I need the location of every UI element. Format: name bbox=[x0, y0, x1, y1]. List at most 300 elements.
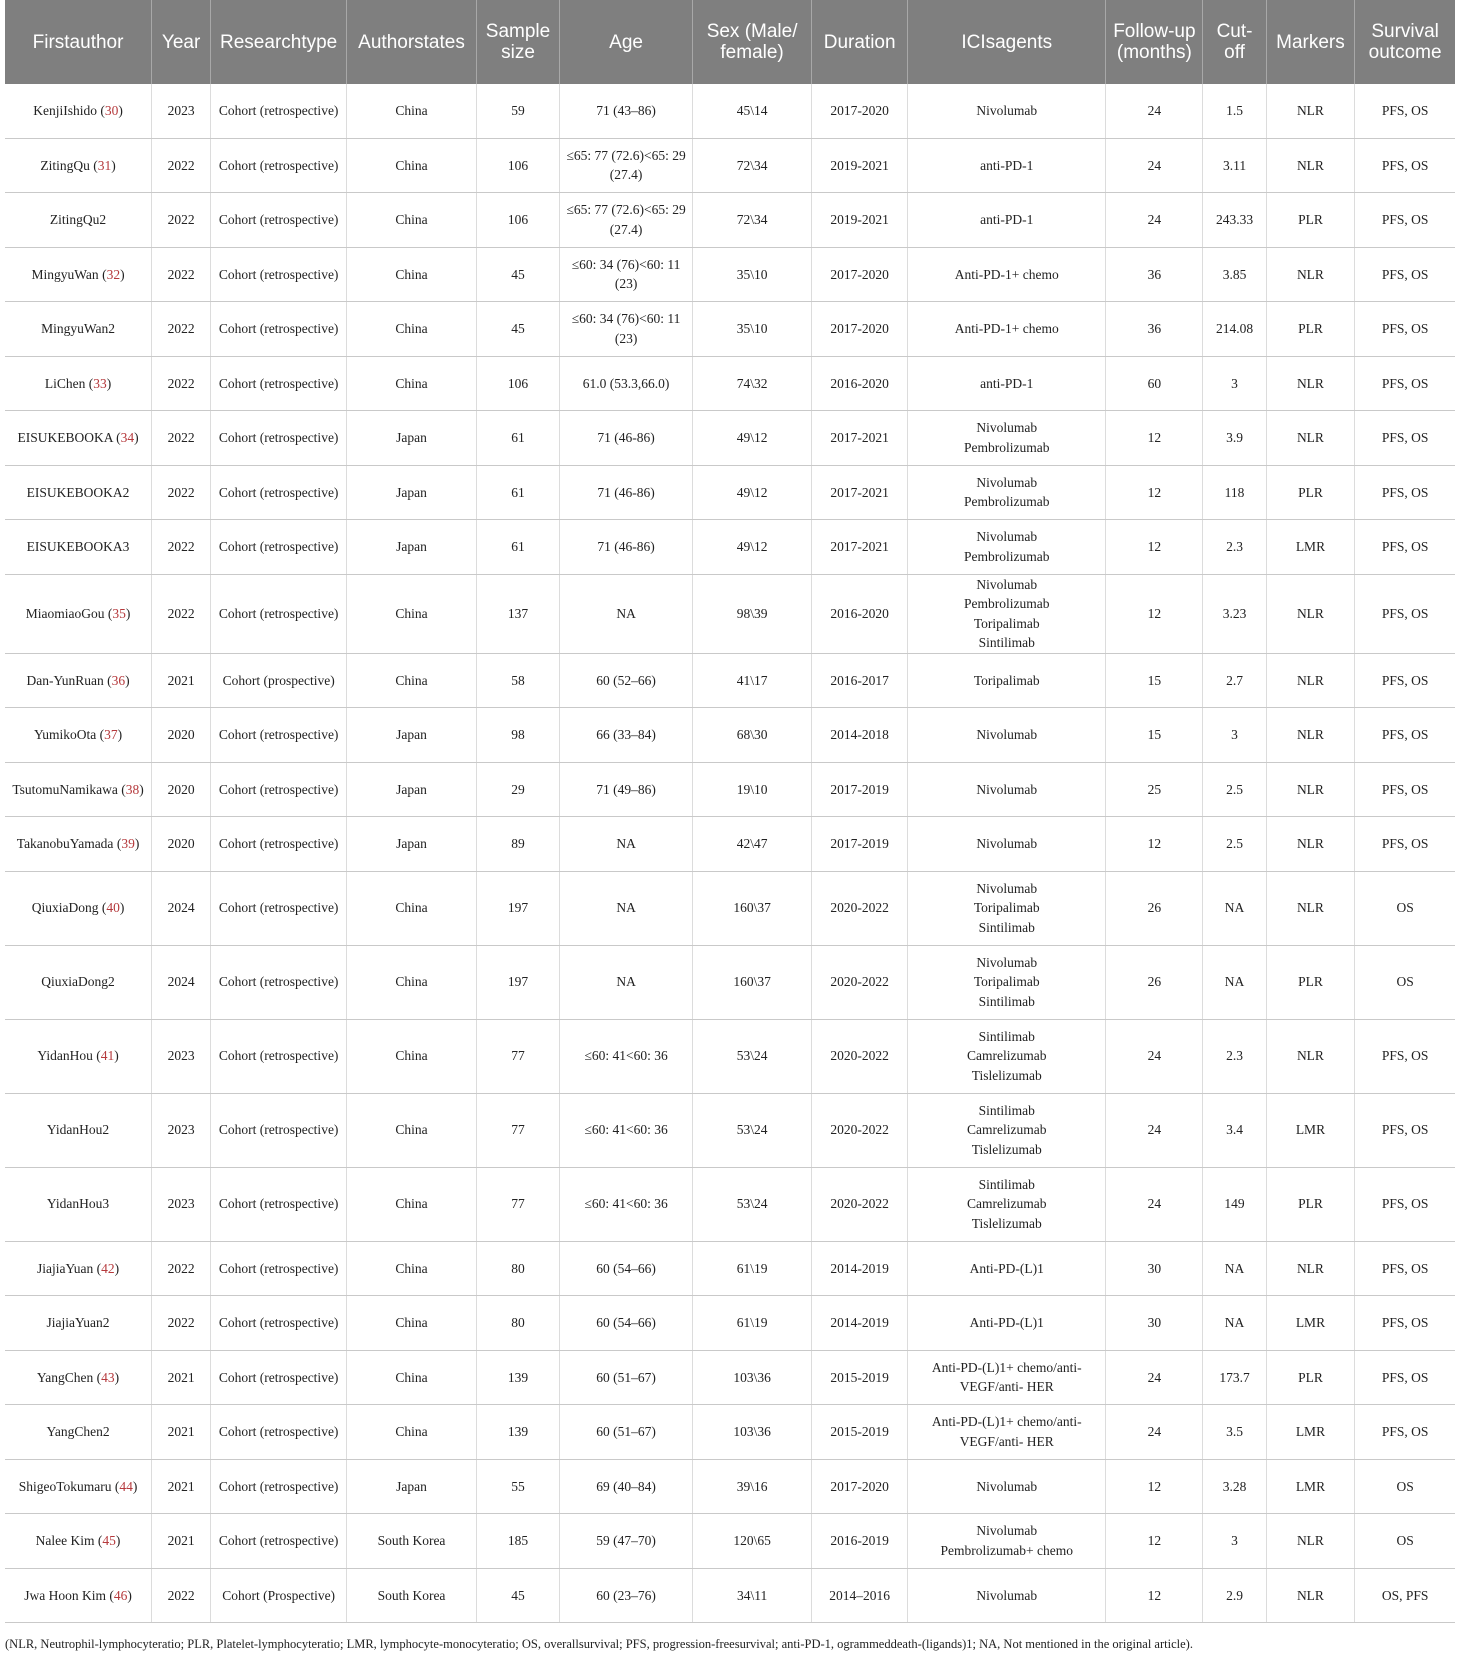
follow-up-cell: 15 bbox=[1106, 653, 1203, 708]
duration-cell: 2020-2022 bbox=[812, 1093, 908, 1167]
markers-cell: NLR bbox=[1266, 1241, 1355, 1296]
agent-name: Nivolumab bbox=[976, 576, 1038, 592]
first-author-cell: Jwa Hoon Kim (46) bbox=[5, 1568, 152, 1623]
header-sample-size: Sample size bbox=[476, 0, 559, 84]
duration-cell: 2017-2020 bbox=[812, 302, 908, 357]
survival-outcome-cell: PFS, OS bbox=[1355, 193, 1455, 248]
survival-outcome-cell: OS bbox=[1355, 1459, 1455, 1514]
author-name: ShigeoTokumaru bbox=[18, 1478, 112, 1494]
sex-cell: 74\32 bbox=[693, 356, 812, 411]
agent-name: Nivolumab bbox=[976, 727, 1038, 742]
research-type-cell: Cohort (retrospective) bbox=[211, 84, 347, 138]
sex-cell: 61\19 bbox=[693, 1296, 812, 1351]
markers-cell: NLR bbox=[1266, 708, 1355, 763]
sample-size-cell: 139 bbox=[476, 1350, 559, 1405]
year-cell: 2020 bbox=[152, 762, 211, 817]
markers-cell: NLR bbox=[1266, 138, 1355, 193]
duration-cell: 2017-2021 bbox=[812, 465, 908, 520]
header-age: Age bbox=[560, 0, 693, 84]
age-cell: 71 (46-86) bbox=[560, 520, 693, 575]
agent-name: Toripalimab bbox=[973, 974, 1040, 990]
follow-up-cell: 12 bbox=[1106, 817, 1203, 872]
cut-off-cell: 2.7 bbox=[1203, 653, 1266, 708]
year-cell: 2022 bbox=[152, 247, 211, 302]
research-type-cell: Cohort (retrospective) bbox=[211, 1167, 347, 1241]
sample-size-cell: 29 bbox=[476, 762, 559, 817]
duration-cell: 2017-2020 bbox=[812, 247, 908, 302]
author-states-cell: Japan bbox=[347, 465, 477, 520]
icis-agents-cell bbox=[908, 1459, 1106, 1514]
agent-name: Toripalimab bbox=[973, 672, 1040, 688]
table-row bbox=[5, 302, 1455, 357]
age-cell: ≤65: 77 (72.6)<65: 29 (27.4) bbox=[560, 193, 693, 248]
markers-cell: NLR bbox=[1266, 871, 1355, 945]
follow-up-cell: 26 bbox=[1106, 945, 1203, 1019]
research-type-cell: Cohort (retrospective) bbox=[211, 1405, 347, 1460]
sex-cell: 103\36 bbox=[693, 1350, 812, 1405]
year-cell: 2022 bbox=[152, 465, 211, 520]
sex-cell: 45\14 bbox=[693, 84, 812, 138]
year-cell: 2022 bbox=[152, 1296, 211, 1351]
year-cell: 2021 bbox=[152, 1350, 211, 1405]
sample-size-cell: 59 bbox=[476, 84, 559, 138]
research-type-cell: Cohort (Prospective) bbox=[211, 1568, 347, 1623]
follow-up-cell: 12 bbox=[1106, 574, 1203, 653]
reference-link[interactable]: 35 bbox=[112, 605, 126, 621]
cut-off-cell: 3.85 bbox=[1203, 247, 1266, 302]
research-type-cell: Cohort (retrospective) bbox=[211, 1241, 347, 1296]
agent-name: Nivolumab bbox=[976, 529, 1038, 545]
sample-size-cell: 45 bbox=[476, 247, 559, 302]
duration-cell: 2015-2019 bbox=[812, 1405, 908, 1460]
sex-cell: 49\12 bbox=[693, 411, 812, 466]
reference-link[interactable]: 46 bbox=[113, 1587, 128, 1603]
year-cell: 2022 bbox=[152, 1568, 211, 1623]
survival-outcome-cell: PFS, OS bbox=[1355, 574, 1455, 653]
survival-outcome-cell: PFS, OS bbox=[1355, 411, 1455, 466]
age-cell: ≤60: 41<60: 36 bbox=[560, 1167, 693, 1241]
agent-name: Toripalimab bbox=[973, 900, 1040, 916]
table-row bbox=[5, 411, 1455, 466]
agent-name: Tislelizumab bbox=[971, 1215, 1042, 1231]
reference-link[interactable]: 41 bbox=[100, 1048, 115, 1064]
year-cell: 2024 bbox=[152, 945, 211, 1019]
agent-name: Nivolumab bbox=[976, 474, 1038, 490]
author-states-cell: China bbox=[347, 302, 477, 357]
reference-link[interactable]: 42 bbox=[101, 1260, 115, 1276]
markers-cell: PLR bbox=[1266, 1350, 1355, 1405]
agent-name: Nivolumab bbox=[976, 103, 1038, 118]
age-cell: ≤60: 34 (76)<60: 11 (23) bbox=[560, 247, 693, 302]
reference-link[interactable]: 34 bbox=[120, 430, 135, 445]
first-author-cell: KenjiIshido (30) bbox=[5, 84, 152, 138]
table-row bbox=[5, 1019, 1455, 1093]
sample-size-cell: 106 bbox=[476, 138, 559, 193]
sex-cell: 49\12 bbox=[693, 465, 812, 520]
sex-cell: 68\30 bbox=[693, 708, 812, 763]
header-first-author: Firstauthor bbox=[5, 0, 152, 84]
survival-outcome-cell: OS bbox=[1355, 1514, 1455, 1569]
table-row bbox=[5, 465, 1455, 520]
agent-name: Sintilimab bbox=[978, 919, 1035, 935]
agent-name: Tislelizumab bbox=[971, 1141, 1042, 1157]
author-name: JiajiaYuan2 bbox=[46, 1315, 110, 1330]
follow-up-cell: 36 bbox=[1106, 247, 1203, 302]
age-cell: ≤60: 41<60: 36 bbox=[560, 1093, 693, 1167]
icis-agents-cell bbox=[908, 1093, 1106, 1167]
cut-off-cell: 3.11 bbox=[1203, 138, 1266, 193]
agent-name: Anti-PD-1+ chemo bbox=[954, 266, 1059, 282]
author-states-cell: China bbox=[347, 653, 477, 708]
cut-off-cell: NA bbox=[1203, 1296, 1266, 1351]
author-states-cell: China bbox=[347, 193, 477, 248]
markers-cell: NLR bbox=[1266, 762, 1355, 817]
cut-off-cell: NA bbox=[1203, 871, 1266, 945]
sample-size-cell: 197 bbox=[476, 945, 559, 1019]
author-name: ZitingQu2 bbox=[49, 212, 107, 227]
header-sex: Sex (Male/ female) bbox=[693, 0, 812, 84]
agent-name: Sintilimab bbox=[978, 1102, 1035, 1118]
research-type-cell: Cohort (retrospective) bbox=[211, 708, 347, 763]
sex-cell: 39\16 bbox=[693, 1459, 812, 1514]
table-container bbox=[5, 0, 1455, 1623]
agent-name: Nivolumab bbox=[976, 1478, 1038, 1494]
follow-up-cell: 24 bbox=[1106, 193, 1203, 248]
sample-size-cell: 98 bbox=[476, 708, 559, 763]
icis-agents-cell bbox=[908, 356, 1106, 411]
sample-size-cell: 137 bbox=[476, 574, 559, 653]
year-cell: 2022 bbox=[152, 574, 211, 653]
follow-up-cell: 15 bbox=[1106, 708, 1203, 763]
author-name: Jwa Hoon Kim bbox=[24, 1587, 106, 1603]
table-row bbox=[5, 1167, 1455, 1241]
agent-name: anti-PD-1 bbox=[980, 157, 1034, 173]
table-row bbox=[5, 1514, 1455, 1569]
reference-link[interactable]: 39 bbox=[121, 836, 135, 851]
research-type-cell: Cohort (retrospective) bbox=[211, 411, 347, 466]
reference-link[interactable]: 33 bbox=[93, 375, 107, 391]
agent-name: Sintilimab bbox=[978, 1176, 1035, 1192]
survival-outcome-cell: PFS, OS bbox=[1355, 653, 1455, 708]
reference-link[interactable]: 30 bbox=[104, 103, 119, 118]
table-row bbox=[5, 871, 1455, 945]
agent-name: Nivolumab bbox=[976, 781, 1038, 797]
year-cell: 2023 bbox=[152, 84, 211, 138]
age-cell: 60 (51–67) bbox=[560, 1350, 693, 1405]
cut-off-cell: 2.3 bbox=[1203, 1019, 1266, 1093]
header-survival-outcome: Survival outcome bbox=[1355, 0, 1455, 84]
author-name: KenjiIshido bbox=[33, 103, 97, 118]
follow-up-cell: 24 bbox=[1106, 1019, 1203, 1093]
author-states-cell: China bbox=[347, 871, 477, 945]
follow-up-cell: 12 bbox=[1106, 411, 1203, 466]
author-name: ZitingQu bbox=[40, 157, 90, 173]
author-states-cell: Japan bbox=[347, 411, 477, 466]
table-row bbox=[5, 708, 1455, 763]
icis-agents-cell bbox=[908, 817, 1106, 872]
sex-cell: 98\39 bbox=[693, 574, 812, 653]
reference-link[interactable]: 32 bbox=[106, 266, 121, 282]
icis-agents-cell bbox=[908, 193, 1106, 248]
duration-cell: 2020-2022 bbox=[812, 871, 908, 945]
survival-outcome-cell: PFS, OS bbox=[1355, 817, 1455, 872]
author-states-cell: South Korea bbox=[347, 1514, 477, 1569]
follow-up-cell: 26 bbox=[1106, 871, 1203, 945]
follow-up-cell: 12 bbox=[1106, 1568, 1203, 1623]
follow-up-cell: 12 bbox=[1106, 1459, 1203, 1514]
first-author-cell: MingyuWan (32) bbox=[5, 247, 152, 302]
reference-link[interactable]: 38 bbox=[125, 781, 140, 797]
follow-up-cell: 24 bbox=[1106, 1093, 1203, 1167]
duration-cell: 2016-2017 bbox=[812, 653, 908, 708]
survival-outcome-cell: PFS, OS bbox=[1355, 465, 1455, 520]
sample-size-cell: 197 bbox=[476, 871, 559, 945]
sample-size-cell: 58 bbox=[476, 653, 559, 708]
follow-up-cell: 30 bbox=[1106, 1241, 1203, 1296]
research-type-cell: Cohort (retrospective) bbox=[211, 574, 347, 653]
year-cell: 2022 bbox=[152, 411, 211, 466]
author-states-cell: China bbox=[347, 945, 477, 1019]
duration-cell: 2020-2022 bbox=[812, 945, 908, 1019]
age-cell: 60 (52–66) bbox=[560, 653, 693, 708]
age-cell: ≤60: 34 (76)<60: 11 (23) bbox=[560, 302, 693, 357]
research-type-cell: Cohort (retrospective) bbox=[211, 945, 347, 1019]
research-type-cell: Cohort (retrospective) bbox=[211, 762, 347, 817]
table-header bbox=[5, 0, 1455, 84]
research-type-cell: Cohort (retrospective) bbox=[211, 817, 347, 872]
sex-cell: 34\11 bbox=[693, 1568, 812, 1623]
duration-cell: 2017-2019 bbox=[812, 817, 908, 872]
author-states-cell: China bbox=[347, 1167, 477, 1241]
duration-cell: 2014-2019 bbox=[812, 1296, 908, 1351]
sample-size-cell: 61 bbox=[476, 411, 559, 466]
age-cell: NA bbox=[560, 574, 693, 653]
sex-cell: 53\24 bbox=[693, 1167, 812, 1241]
sample-size-cell: 55 bbox=[476, 1459, 559, 1514]
research-type-cell: Cohort (retrospective) bbox=[211, 1019, 347, 1093]
research-type-cell: Cohort (retrospective) bbox=[211, 1514, 347, 1569]
sample-size-cell: 106 bbox=[476, 356, 559, 411]
survival-outcome-cell: PFS, OS bbox=[1355, 708, 1455, 763]
survival-outcome-cell: PFS, OS bbox=[1355, 1167, 1455, 1241]
agent-name: Sintilimab bbox=[978, 635, 1035, 650]
author-states-cell: China bbox=[347, 138, 477, 193]
icis-agents-cell bbox=[908, 1019, 1106, 1093]
survival-outcome-cell: PFS, OS bbox=[1355, 1019, 1455, 1093]
follow-up-cell: 30 bbox=[1106, 1296, 1203, 1351]
first-author-cell: Nalee Kim (45) bbox=[5, 1514, 152, 1569]
reference-link[interactable]: 37 bbox=[104, 727, 118, 742]
year-cell: 2022 bbox=[152, 1241, 211, 1296]
cut-off-cell: 1.5 bbox=[1203, 84, 1266, 138]
author-name: YidanHou3 bbox=[46, 1196, 110, 1212]
reference-link[interactable]: 40 bbox=[106, 900, 120, 916]
author-name: EISUKEBOOKA bbox=[17, 430, 113, 445]
agent-name: Sintilimab bbox=[978, 993, 1035, 1009]
table-row bbox=[5, 1405, 1455, 1460]
icis-agents-cell bbox=[908, 945, 1106, 1019]
age-cell: NA bbox=[560, 945, 693, 1019]
sex-cell: 160\37 bbox=[693, 945, 812, 1019]
cut-off-cell: 3.4 bbox=[1203, 1093, 1266, 1167]
year-cell: 2020 bbox=[152, 708, 211, 763]
duration-cell: 2017-2021 bbox=[812, 520, 908, 575]
duration-cell: 2017-2021 bbox=[812, 411, 908, 466]
cut-off-cell: NA bbox=[1203, 945, 1266, 1019]
cut-off-cell: 149 bbox=[1203, 1167, 1266, 1241]
icis-agents-cell bbox=[908, 1350, 1106, 1405]
agent-name: Camrelizumab bbox=[967, 1196, 1047, 1212]
reference-link[interactable]: 43 bbox=[101, 1369, 115, 1385]
research-type-cell: Cohort (retrospective) bbox=[211, 193, 347, 248]
survival-outcome-cell: PFS, OS bbox=[1355, 356, 1455, 411]
sample-size-cell: 139 bbox=[476, 1405, 559, 1460]
icis-agents-cell bbox=[908, 138, 1106, 193]
follow-up-cell: 60 bbox=[1106, 356, 1203, 411]
survival-outcome-cell: PFS, OS bbox=[1355, 762, 1455, 817]
first-author-cell: JiajiaYuan (42) bbox=[5, 1241, 152, 1296]
sex-cell: 103\36 bbox=[693, 1405, 812, 1460]
icis-agents-cell bbox=[908, 574, 1106, 653]
year-cell: 2023 bbox=[152, 1019, 211, 1093]
follow-up-cell: 25 bbox=[1106, 762, 1203, 817]
author-states-cell: China bbox=[347, 1241, 477, 1296]
reference-link[interactable]: 44 bbox=[119, 1478, 133, 1494]
author-name: YangChen2 bbox=[46, 1424, 110, 1439]
reference-link[interactable]: 36 bbox=[111, 672, 126, 688]
cut-off-cell: 243.33 bbox=[1203, 193, 1266, 248]
author-name: EISUKEBOOKA2 bbox=[26, 484, 130, 500]
sex-cell: 49\12 bbox=[693, 520, 812, 575]
author-name: EISUKEBOOKA3 bbox=[26, 539, 130, 554]
year-cell: 2022 bbox=[152, 520, 211, 575]
sample-size-cell: 80 bbox=[476, 1296, 559, 1351]
research-type-cell: Cohort (retrospective) bbox=[211, 138, 347, 193]
header-research-type: Researchtype bbox=[211, 0, 347, 84]
first-author-cell: EISUKEBOOKA (34) bbox=[5, 411, 152, 466]
age-cell: 66 (33–84) bbox=[560, 708, 693, 763]
research-type-cell: Cohort (retrospective) bbox=[211, 1459, 347, 1514]
header-row bbox=[5, 0, 1455, 84]
author-states-cell: Japan bbox=[347, 708, 477, 763]
markers-cell: NLR bbox=[1266, 84, 1355, 138]
icis-agents-cell bbox=[908, 465, 1106, 520]
age-cell: 71 (46-86) bbox=[560, 411, 693, 466]
table-row bbox=[5, 1459, 1455, 1514]
age-cell: 69 (40–84) bbox=[560, 1459, 693, 1514]
markers-cell: NLR bbox=[1266, 817, 1355, 872]
icis-agents-cell bbox=[908, 1167, 1106, 1241]
table-row bbox=[5, 1241, 1455, 1296]
year-cell: 2022 bbox=[152, 356, 211, 411]
sample-size-cell: 106 bbox=[476, 193, 559, 248]
cut-off-cell: 173.7 bbox=[1203, 1350, 1266, 1405]
follow-up-cell: 24 bbox=[1106, 138, 1203, 193]
agent-name: Nivolumab bbox=[976, 836, 1038, 851]
age-cell: 59 (47–70) bbox=[560, 1514, 693, 1569]
agent-name: Nivolumab bbox=[976, 1587, 1038, 1603]
research-type-cell: Cohort (retrospective) bbox=[211, 1296, 347, 1351]
sample-size-cell: 77 bbox=[476, 1093, 559, 1167]
sex-cell: 53\24 bbox=[693, 1093, 812, 1167]
follow-up-cell: 24 bbox=[1106, 84, 1203, 138]
follow-up-cell: 12 bbox=[1106, 520, 1203, 575]
icis-agents-cell bbox=[908, 1405, 1106, 1460]
agent-name: Nivolumab bbox=[976, 420, 1038, 436]
sex-cell: 160\37 bbox=[693, 871, 812, 945]
sex-cell: 120\65 bbox=[693, 1514, 812, 1569]
survival-outcome-cell: PFS, OS bbox=[1355, 1296, 1455, 1351]
table-row bbox=[5, 520, 1455, 575]
duration-cell: 2014-2019 bbox=[812, 1241, 908, 1296]
author-name: YangChen bbox=[36, 1369, 94, 1385]
agent-name: anti-PD-1 bbox=[980, 375, 1034, 391]
year-cell: 2021 bbox=[152, 1514, 211, 1569]
table-row bbox=[5, 193, 1455, 248]
age-cell: 71 (43–86) bbox=[560, 84, 693, 138]
reference-link[interactable]: 31 bbox=[97, 157, 112, 173]
reference-link[interactable]: 45 bbox=[102, 1533, 116, 1548]
cut-off-cell: 3 bbox=[1203, 1514, 1266, 1569]
research-type-cell: Cohort (retrospective) bbox=[211, 1093, 347, 1167]
sex-cell: 19\10 bbox=[693, 762, 812, 817]
agent-name: Anti-PD-(L)1+ chemo/anti-VEGF/anti- HER bbox=[931, 1414, 1082, 1449]
sex-cell: 72\34 bbox=[693, 138, 812, 193]
first-author-cell bbox=[5, 945, 152, 1019]
icis-agents-cell bbox=[908, 1296, 1106, 1351]
author-name: YidanHou2 bbox=[46, 1122, 110, 1138]
markers-cell: LMR bbox=[1266, 1405, 1355, 1460]
markers-cell: NLR bbox=[1266, 356, 1355, 411]
cut-off-cell: 3.9 bbox=[1203, 411, 1266, 466]
sample-size-cell: 61 bbox=[476, 520, 559, 575]
icis-agents-cell bbox=[908, 1568, 1106, 1623]
table-row bbox=[5, 1350, 1455, 1405]
first-author-cell bbox=[5, 1093, 152, 1167]
cut-off-cell: 3.23 bbox=[1203, 574, 1266, 653]
markers-cell: LMR bbox=[1266, 1093, 1355, 1167]
author-name: MingyuWan2 bbox=[41, 321, 115, 336]
sample-size-cell: 80 bbox=[476, 1241, 559, 1296]
agent-name: Sintilimab bbox=[978, 1028, 1035, 1044]
follow-up-cell: 24 bbox=[1106, 1350, 1203, 1405]
study-characteristics-table bbox=[5, 0, 1455, 1623]
first-author-cell bbox=[5, 1405, 152, 1460]
agent-name: Anti-PD-(L)1 bbox=[969, 1315, 1044, 1330]
agent-name: Toripalimab bbox=[973, 615, 1040, 631]
agent-name: Pembrolizumab bbox=[964, 439, 1050, 455]
cut-off-cell: 3.5 bbox=[1203, 1405, 1266, 1460]
age-cell: 60 (51–67) bbox=[560, 1405, 693, 1460]
survival-outcome-cell: PFS, OS bbox=[1355, 1093, 1455, 1167]
author-states-cell: China bbox=[347, 1405, 477, 1460]
age-cell: 61.0 (53.3,66.0) bbox=[560, 356, 693, 411]
table-row bbox=[5, 247, 1455, 302]
research-type-cell: Cohort (retrospective) bbox=[211, 356, 347, 411]
markers-cell: PLR bbox=[1266, 302, 1355, 357]
icis-agents-cell bbox=[908, 302, 1106, 357]
follow-up-cell: 24 bbox=[1106, 1167, 1203, 1241]
cut-off-cell: 2.9 bbox=[1203, 1568, 1266, 1623]
agent-name: Pembrolizumab bbox=[964, 596, 1050, 611]
cut-off-cell: 2.5 bbox=[1203, 762, 1266, 817]
markers-cell: NLR bbox=[1266, 411, 1355, 466]
table-row bbox=[5, 138, 1455, 193]
author-name: Dan-YunRuan bbox=[26, 672, 104, 688]
sample-size-cell: 61 bbox=[476, 465, 559, 520]
author-states-cell: Japan bbox=[347, 762, 477, 817]
duration-cell: 2019-2021 bbox=[812, 138, 908, 193]
